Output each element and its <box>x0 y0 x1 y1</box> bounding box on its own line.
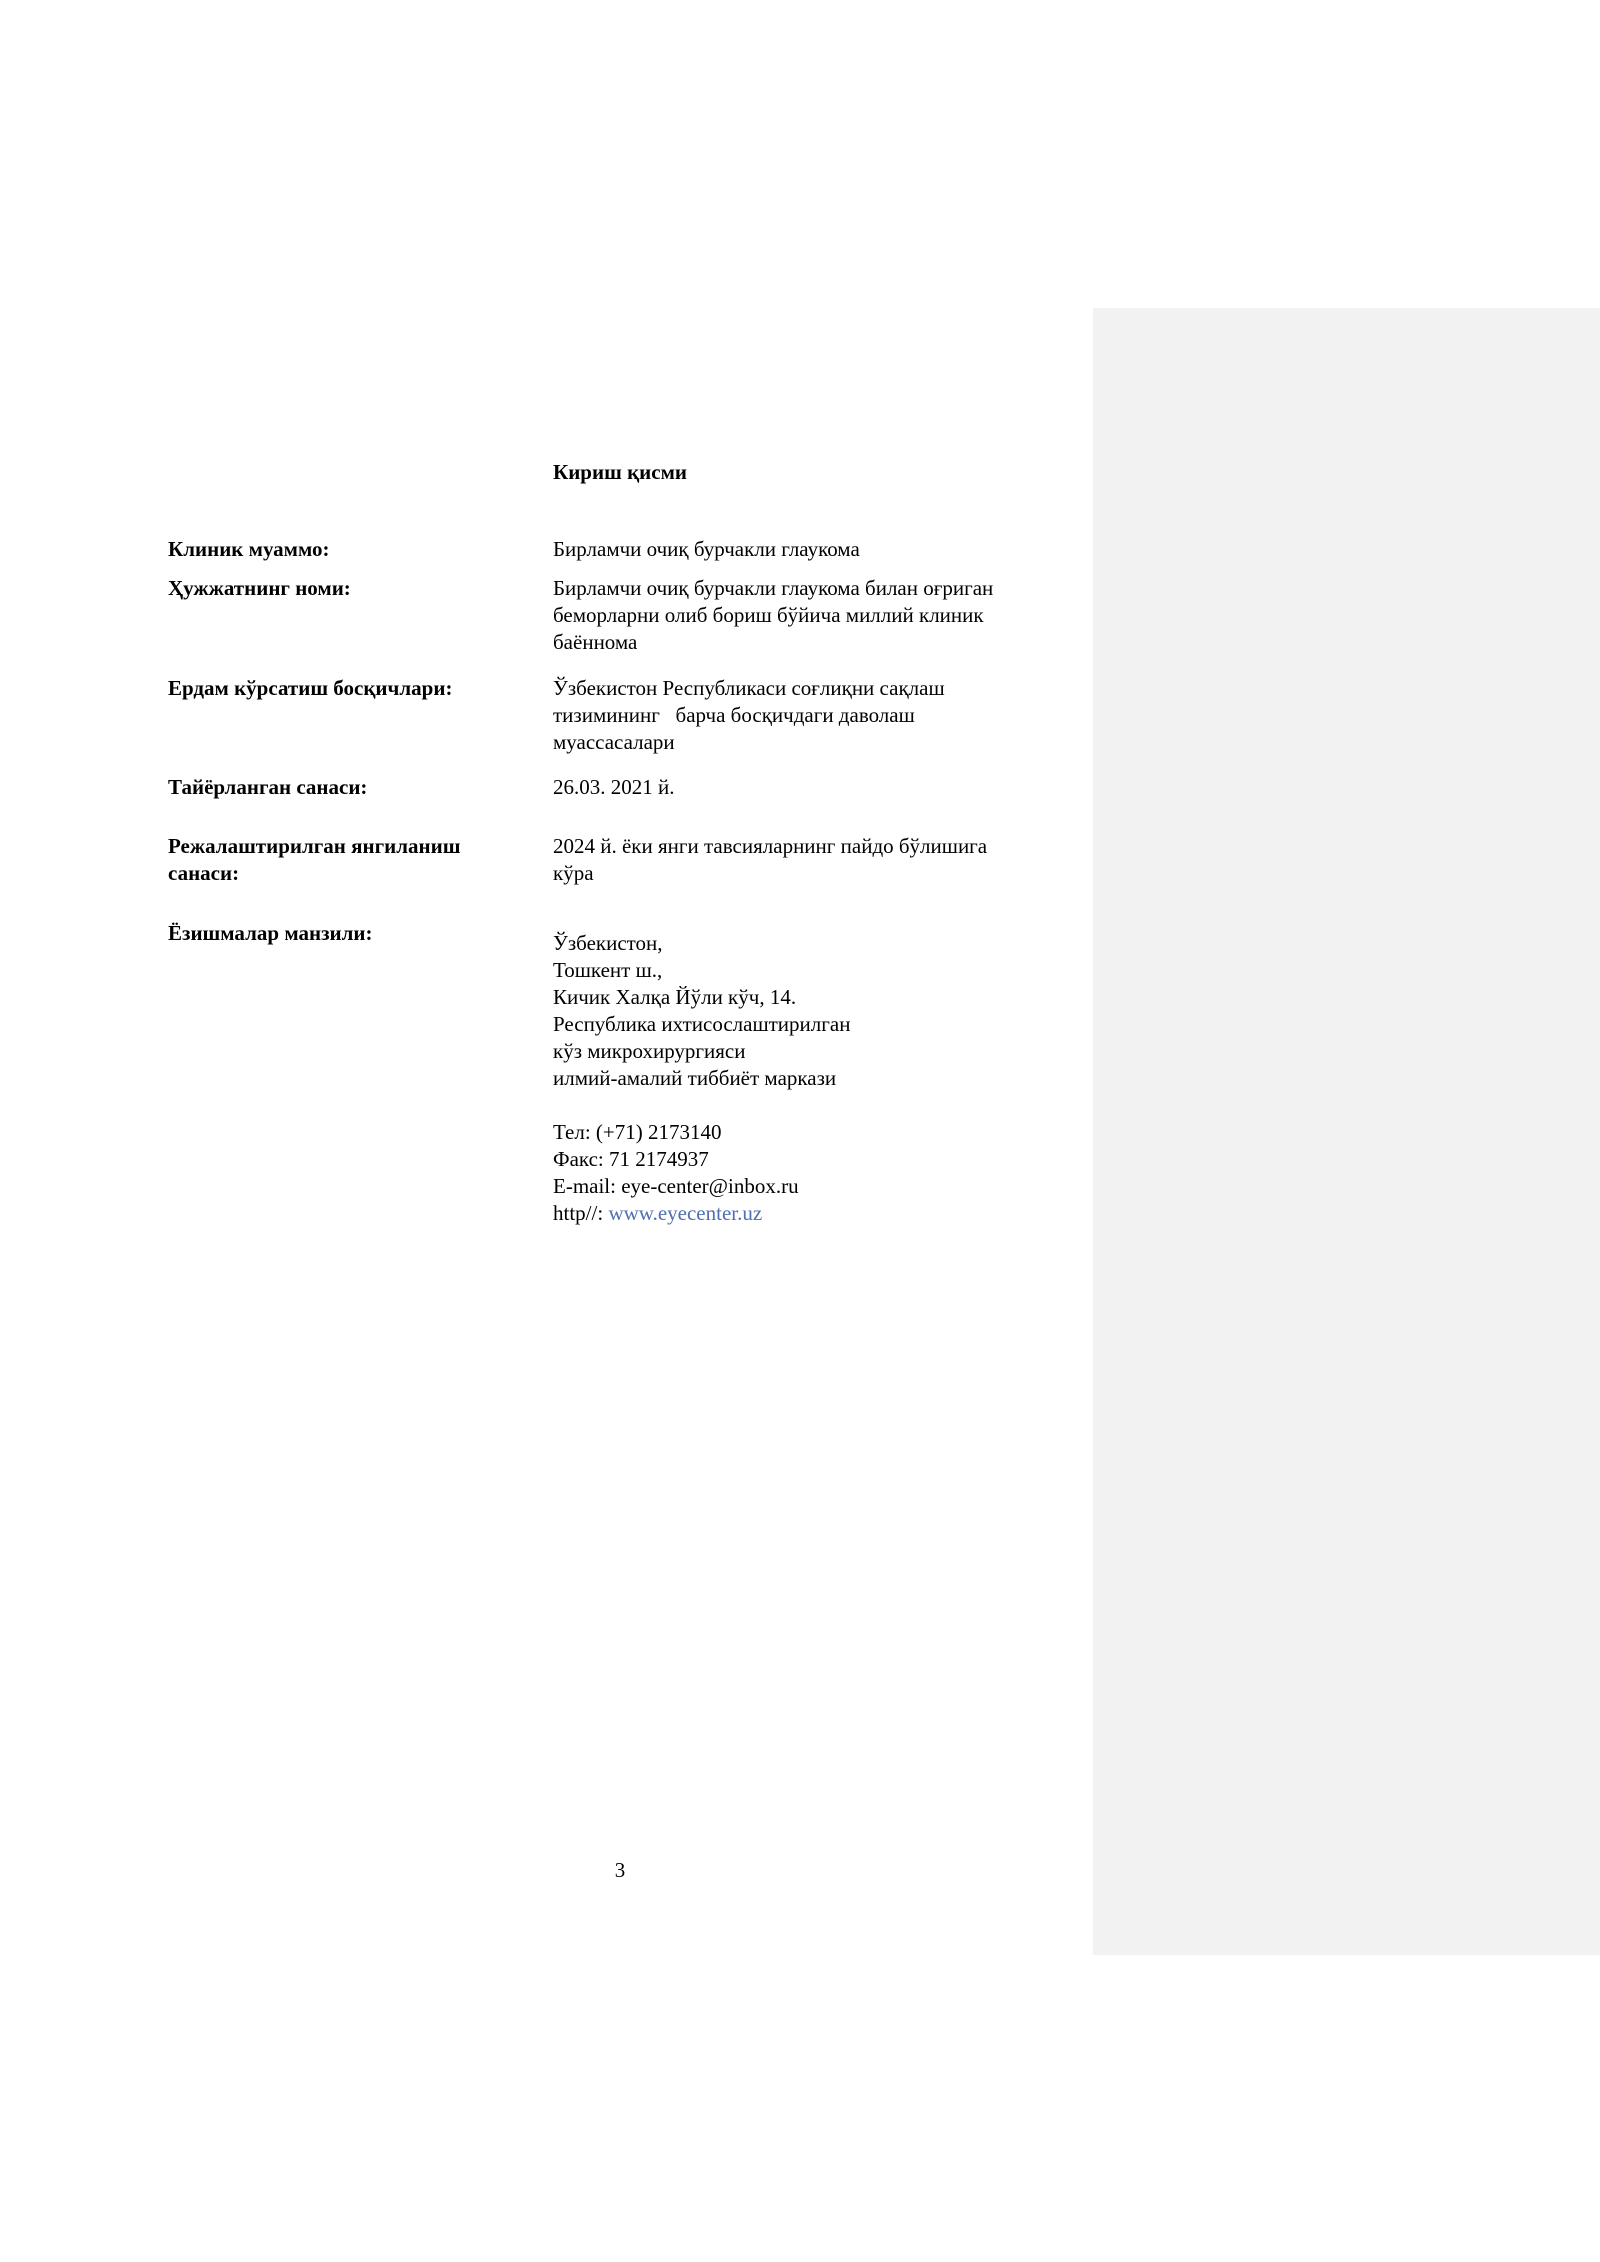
label-prepared-date: Тайёрланган санаси: <box>168 775 368 799</box>
address-line: илмий-амалий тиббиёт маркази <box>553 1066 837 1090</box>
value-care-levels <box>553 675 1073 756</box>
value-line: муассасалари <box>553 730 675 754</box>
label-address: Ёзишмалар манзили: <box>168 921 373 945</box>
value-line: 2024 й. ёки янги тавсияларнинг пайдо бўлишига <box>553 834 988 858</box>
email-line: E-mail: eye-center@inbox.ru <box>553 1174 799 1198</box>
fax-line: Факс: 71 2174937 <box>553 1147 709 1171</box>
address-line: Республика ихтисослаштирилган <box>553 1012 851 1036</box>
value-line: беморларни олиб бориш бўйича миллий клиник <box>553 603 984 627</box>
label-document-name: Ҳужжатнинг номи: <box>168 576 351 600</box>
value-document-name <box>553 575 1073 656</box>
spacer <box>553 1092 1073 1119</box>
website-line <box>553 1200 1073 1227</box>
value-line: тизимининг барча босқичдаги даволаш <box>553 703 915 727</box>
address-line: Ўзбекистон, <box>553 931 663 955</box>
comment-pane <box>1093 308 1600 1955</box>
value-line: Бирламчи очиқ бурчакли глаукома билан оғриган <box>553 576 994 600</box>
label-update-date <box>168 833 538 887</box>
page-number: 3 <box>614 1858 626 1882</box>
value-line: баённома <box>553 630 638 654</box>
label-line: Режалаштирилган янгиланиш <box>168 834 461 858</box>
address-line: кўз микрохирургияси <box>553 1039 746 1063</box>
address-line: Тошкент ш., <box>553 958 663 982</box>
value-update-date <box>553 833 1073 887</box>
value-prepared-date: 26.03. 2021 й. <box>553 775 675 799</box>
phone-line: Тел: (+71) 2173140 <box>553 1120 722 1144</box>
value-line: кўра <box>553 861 594 885</box>
section-title: Кириш қисми <box>552 460 687 484</box>
website-link[interactable]: www.eyecenter.uz <box>608 1201 763 1225</box>
value-line: Ўзбекистон Республикаси соғлиқни сақлаш <box>553 676 945 700</box>
value-address <box>553 930 1073 1227</box>
label-line: санаси: <box>168 861 240 885</box>
website-prefix: http//: <box>553 1201 609 1225</box>
label-care-levels: Ердам кўрсатиш босқичлари: <box>168 676 453 700</box>
label-clinical-problem: Клиник муаммо: <box>168 537 330 561</box>
address-line: Кичик Халқа Йўли кўч, 14. <box>553 985 797 1009</box>
value-clinical-problem: Бирламчи очиқ бурчакли глаукома <box>553 537 860 561</box>
